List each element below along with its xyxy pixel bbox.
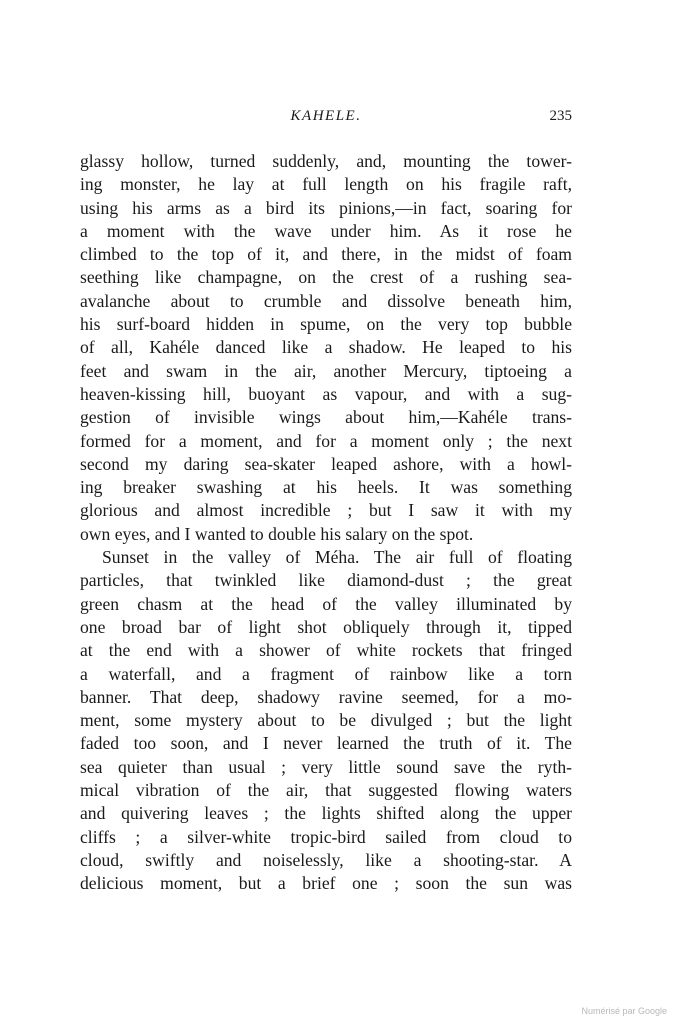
text-line: gestion of invisible wings about him,—Kahéle trans- [80, 407, 572, 428]
running-title: KAHELE. [290, 108, 362, 124]
text-line: a waterfall, and a fragment of rainbow like a torn [80, 663, 572, 684]
text-line: feet and swam in the air, another Mercury, tiptoeing a [80, 360, 572, 381]
text-line: one broad bar of light shot obliquely through it, tipped [80, 616, 572, 637]
text-line: and quivering leaves ; the lights shifted along the upper [80, 803, 572, 824]
text-line: mical vibration of the air, that suggested flowing waters [80, 780, 572, 801]
text-line: using his arms as a bird its pinions,—in fact, soaring for [80, 197, 572, 218]
text-line: green chasm at the head of the valley illuminated by [80, 593, 572, 614]
text-line: of all, Kahéle danced like a shadow. He leaped to his [80, 337, 572, 358]
text-line: formed for a moment, and for a moment only ; the next [80, 430, 572, 451]
text-line: avalanche about to crumble and dissolve beneath him, [80, 290, 572, 311]
text-line: cloud, swiftly and noiselessly, like a shooting-star. A [80, 849, 572, 870]
text-line: heaven-kissing hill, buoyant as vapour, and with a sug- [80, 383, 572, 404]
text-line: his surf-board hidden in spume, on the very top bubble [80, 314, 572, 335]
text-line: particles, that twinkled like diamond-dust ; the great [80, 570, 572, 591]
text-line: glorious and almost incredible ; but I saw it with my [80, 500, 572, 521]
text-line: at the end with a shower of white rockets that fringed [80, 640, 572, 661]
text-line: delicious moment, but a brief one ; soon the sun was [80, 873, 572, 894]
text-line: ing monster, he lay at full length on his fragile raft, [80, 174, 572, 195]
text-line: second my daring sea-skater leaped ashore, with a howl- [80, 453, 572, 474]
text-line: banner. That deep, shadowy ravine seemed, for a mo- [80, 686, 572, 707]
text-line: sea quieter than usual ; very little sound save the ryth- [80, 756, 572, 777]
text-line: climbed to the top of it, and there, in the midst of foam [80, 244, 572, 265]
text-line: cliffs ; a silver-white tropic-bird sailed from cloud to [80, 826, 572, 847]
text-line: glassy hollow, turned suddenly, and, mounting the tower- [80, 151, 572, 171]
text-line: ment, some mystery about to be divulged ; but the light [80, 710, 572, 731]
text-line: own eyes, and I wanted to double his salary on the spot. [80, 523, 474, 544]
text-line: seething like champagne, on the crest of a rushing sea- [80, 267, 572, 288]
text-line: ing breaker swashing at his heels. It was something [80, 477, 572, 498]
text-line: faded too soon, and I never learned the truth of it. The [80, 733, 572, 754]
digitization-watermark: Numérisé par Google [581, 1006, 667, 1016]
body-text [80, 150, 572, 896]
text-line: a moment with the wave under him. As it rose he [80, 220, 572, 241]
page-number: 235 [549, 108, 572, 124]
running-head [80, 106, 572, 130]
paragraph-first-line: Sunset in the valley of Méha. The air full of floating [102, 547, 572, 568]
